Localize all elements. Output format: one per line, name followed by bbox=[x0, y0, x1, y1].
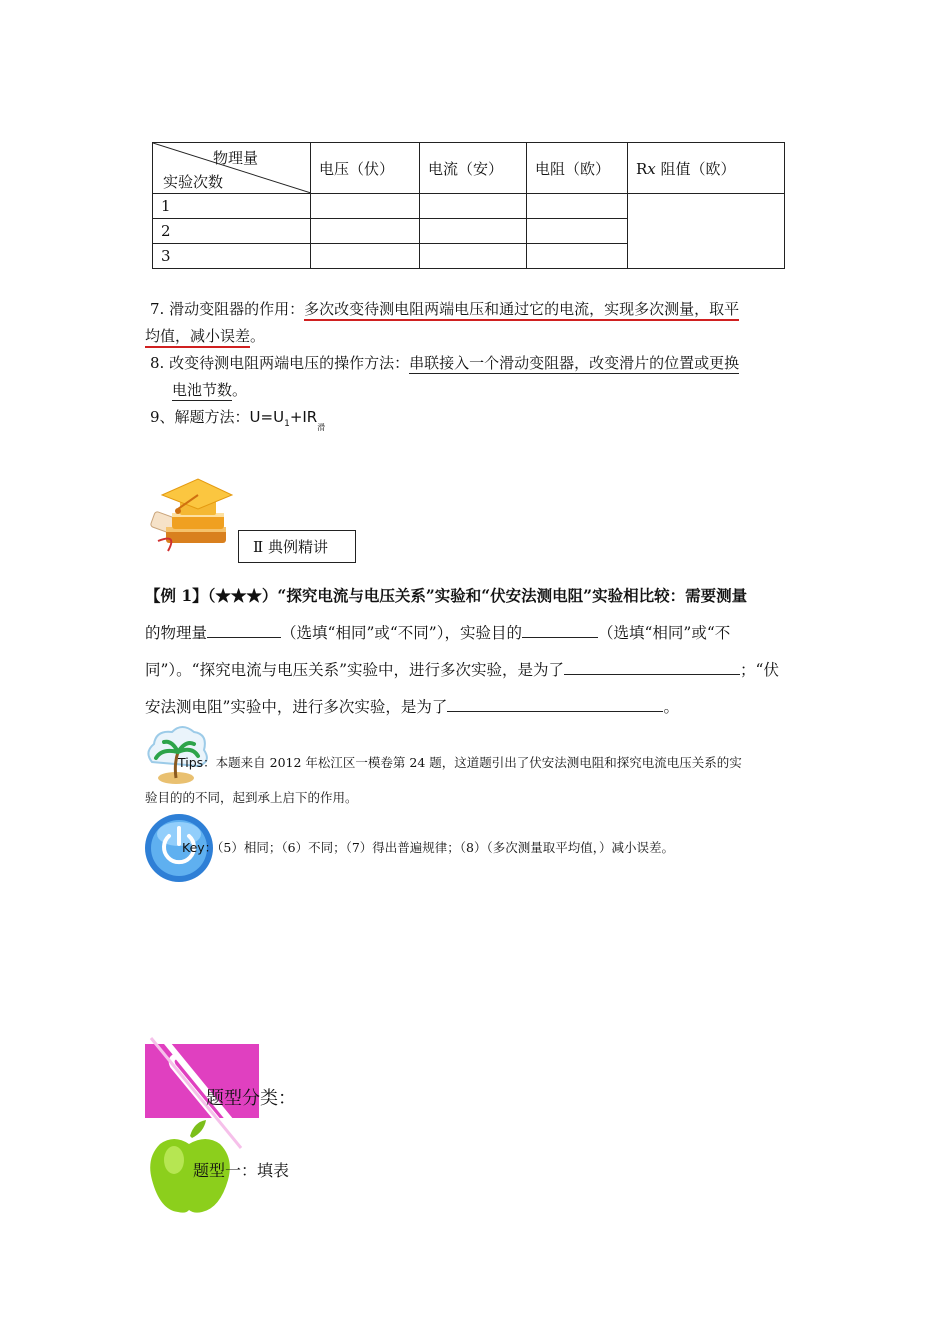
table-cell bbox=[527, 219, 628, 244]
tips-line1: Tips：本题来自 2012 年松江区一模卷第 24 题，这道题引出了伏安法测电阻和探究电流电压关系的实 bbox=[178, 755, 742, 770]
example-1-line3: 同”）。“探究电流与电压关系”实验中，进行多次实验，是为了 ；“伏 bbox=[145, 661, 779, 679]
tips-label: Tips bbox=[178, 755, 204, 770]
item-8-line2: 电池节数。 bbox=[172, 381, 248, 399]
blank-6[interactable] bbox=[522, 623, 598, 638]
table-cell bbox=[311, 194, 420, 219]
blank-8[interactable] bbox=[447, 697, 663, 712]
row-index: 2 bbox=[153, 219, 311, 244]
row-index: 3 bbox=[153, 244, 311, 269]
table-cell bbox=[527, 194, 628, 219]
item-9: 9、解题方法：$U=U_1+IR_滑$ bbox=[150, 408, 326, 432]
item-8-answer: 串联接入一个滑动变阻器，改变滑片的位置或更换 bbox=[409, 354, 740, 372]
item-7-answer: 多次改变待测电阻两端电压和通过它的电流，实现多次测量，取平 bbox=[304, 300, 739, 321]
header-current: 电流（安） bbox=[420, 143, 527, 194]
table-cell bbox=[420, 219, 527, 244]
rx-merged-cell bbox=[628, 194, 785, 269]
item-8-line1: 8. 改变待测电阻两端电压的操作方法：串联接入一个滑动变阻器，改变滑片的位置或更换 bbox=[150, 354, 740, 372]
type-1-title: 题型一：填表 bbox=[193, 1161, 290, 1180]
table-cell bbox=[311, 244, 420, 269]
blank-5[interactable] bbox=[207, 623, 281, 638]
section-title-box: Ⅱ 典例精讲 bbox=[238, 530, 356, 563]
measurement-table bbox=[152, 142, 785, 269]
header-voltage: 电压（伏） bbox=[311, 143, 420, 194]
example-1 bbox=[145, 577, 810, 726]
row-index: 1 bbox=[153, 194, 311, 219]
key-label: Key bbox=[182, 840, 205, 855]
table-cell bbox=[527, 244, 628, 269]
example-1-line1: 【例 1】（★★★）“探究电流与电压关系”实验和“伏安法测电阻”实验相比较：需要测量 bbox=[145, 586, 748, 605]
classification-title: 题型分类： bbox=[206, 1088, 296, 1109]
header-resistance: 电阻（欧） bbox=[527, 143, 628, 194]
graduation-cap-books-icon bbox=[148, 475, 234, 557]
table-cell bbox=[420, 244, 527, 269]
table-cell bbox=[420, 194, 527, 219]
blank-7[interactable] bbox=[564, 660, 740, 675]
diagonal-header-cell bbox=[153, 143, 311, 194]
table-header-row bbox=[153, 143, 785, 194]
table-cell bbox=[311, 219, 420, 244]
header-experiment-count: 实验次数 bbox=[163, 173, 224, 191]
key-line: Key：（5）相同；（6）不同；（7）得出普遍规律；（8）（多次测量取平均值，）减小误差。 bbox=[182, 840, 674, 855]
item-7-line2: 均值，减小误差。 bbox=[145, 325, 265, 346]
example-1-line2: 的物理量 （选填“相同”或“不同”），实验目的 （选填“相同”或“不 bbox=[145, 624, 731, 642]
example-1-line4: 安法测电阻”实验中，进行多次实验，是为了 。 bbox=[145, 698, 679, 716]
table-row bbox=[153, 194, 785, 219]
item-7-line1: 7. 滑动变阻器的作用：多次改变待测电阻两端电压和通过它的电流，实现多次测量，取平 bbox=[150, 298, 739, 319]
header-rx: Rx 阻值（欧） bbox=[628, 143, 785, 194]
tips-line2: 验目的的不同，起到承上启下的作用。 bbox=[145, 790, 358, 805]
header-physical-quantity: 物理量 bbox=[213, 149, 259, 167]
